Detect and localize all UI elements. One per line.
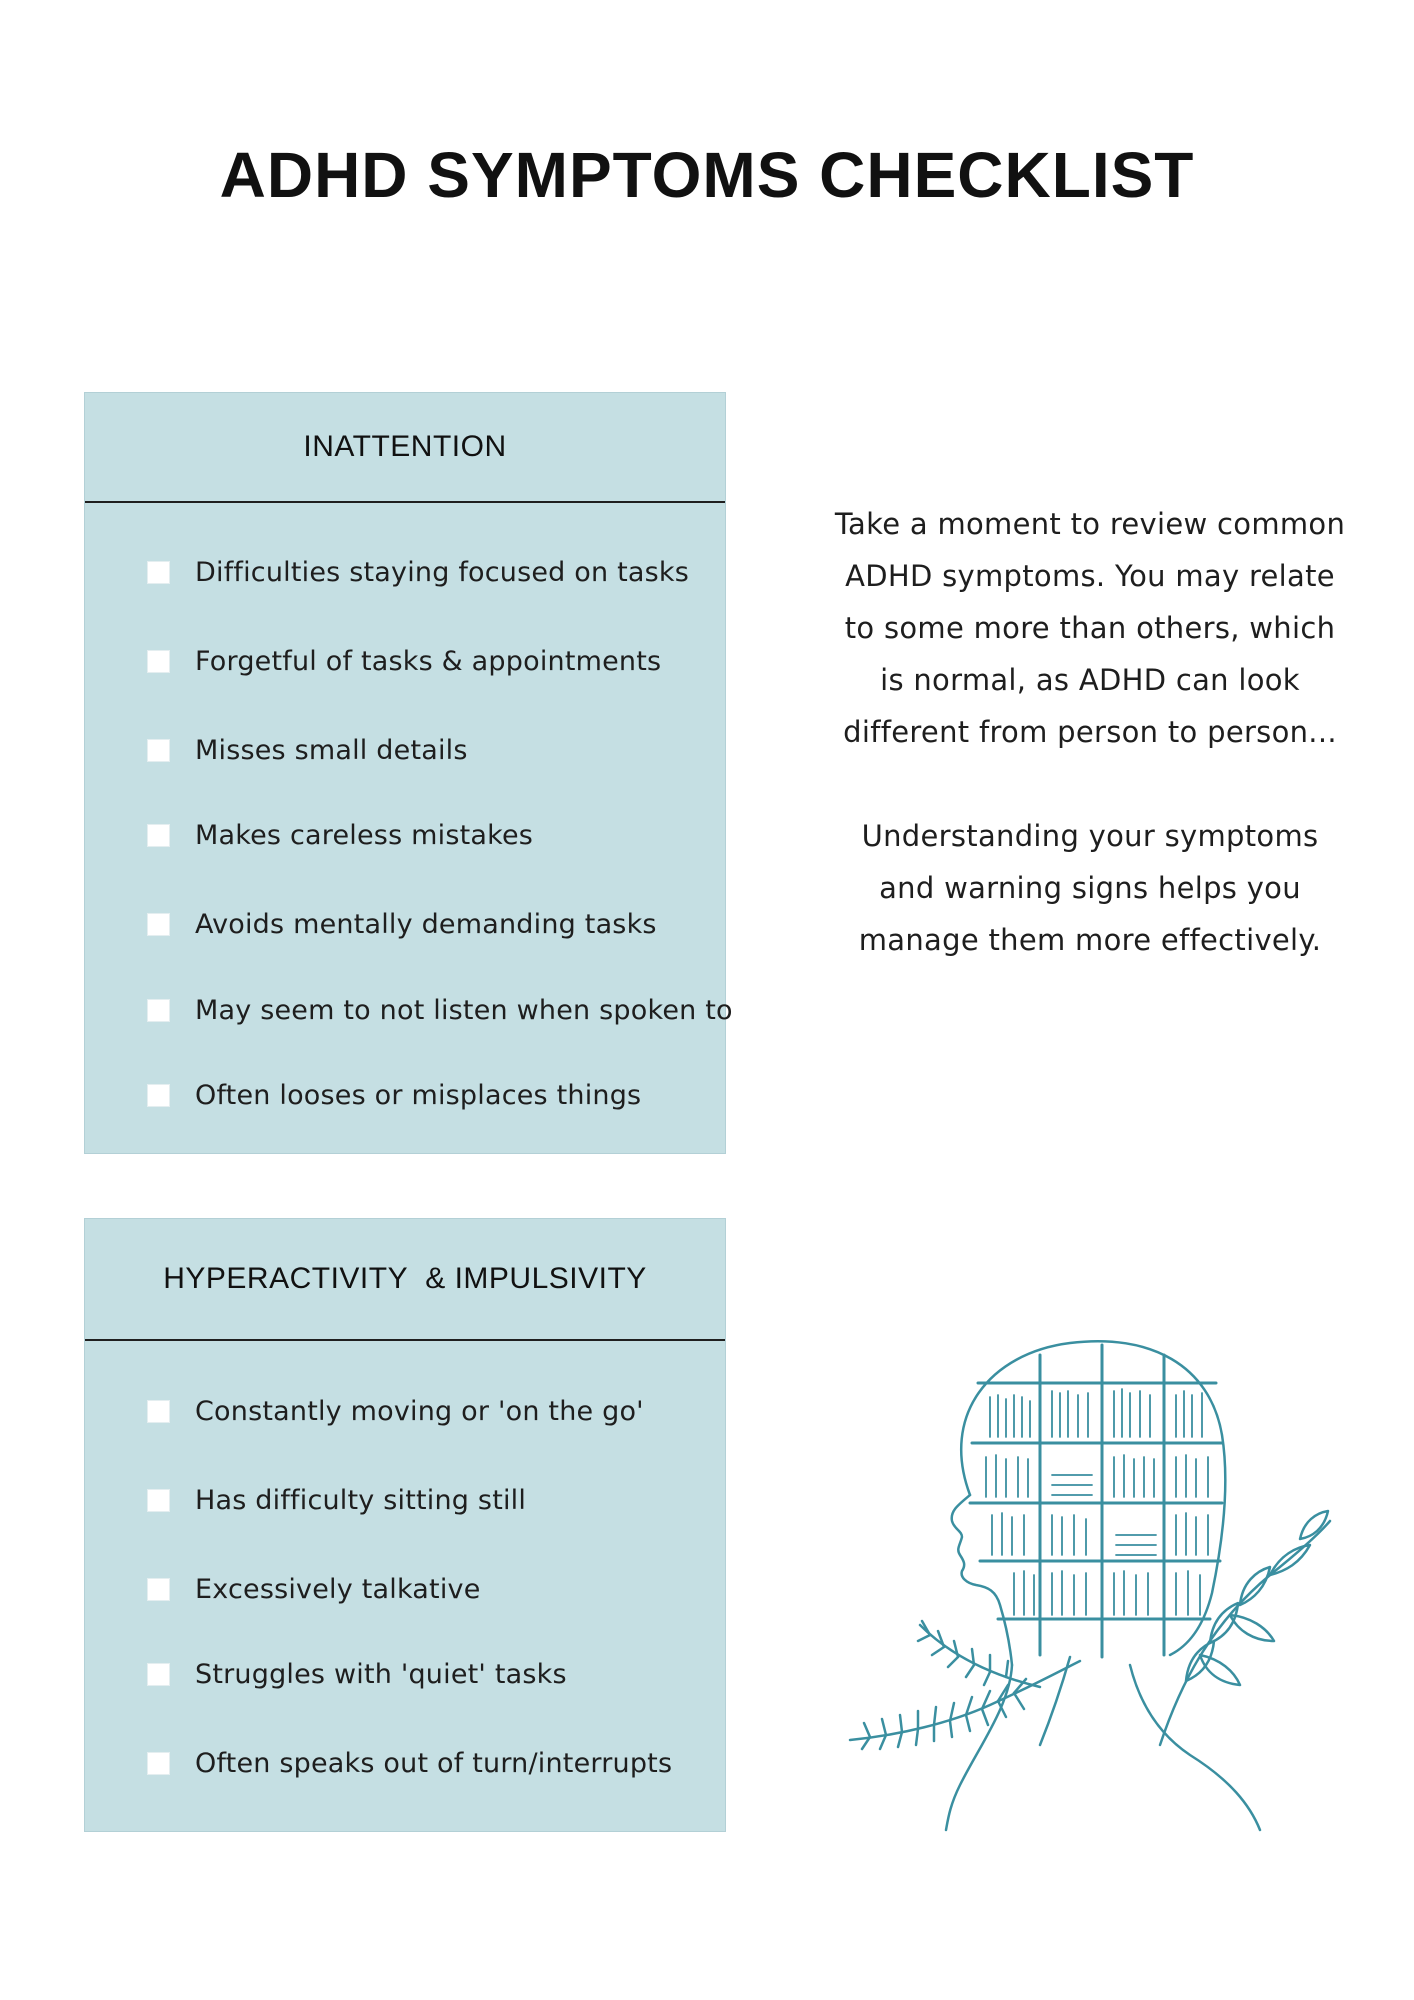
checklist-item-label: Struggles with 'quiet' tasks: [195, 1658, 567, 1690]
checkbox[interactable]: [147, 739, 170, 762]
checklist-item-label: Excessively talkative: [195, 1573, 481, 1605]
checklist-item: [147, 1654, 567, 1694]
checklist-item-label: May seem to not listen when spoken to: [195, 994, 733, 1026]
checklist-item-label: Has difficulty sitting still: [195, 1484, 527, 1516]
checklist-item-label: Often looses or misplaces things: [195, 1079, 642, 1111]
intro-paragraph-1: Take a moment to review common ADHD symptoms. You may relate to some more than others, which is normal, as ADHD can look different from person to person...: [834, 507, 1346, 749]
checklist-item-label: Avoids mentally demanding tasks: [195, 908, 657, 940]
inattention-heading: [85, 393, 725, 503]
checklist-item: [147, 641, 661, 681]
checkbox[interactable]: [147, 1400, 170, 1423]
checklist-item: [147, 1569, 481, 1609]
checklist-item: [147, 730, 468, 770]
checklist-item-label: Misses small details: [195, 734, 468, 766]
checklist-item: [147, 904, 657, 944]
checklist-item-label: Constantly moving or 'on the go': [195, 1395, 644, 1427]
hyperactivity-heading: [85, 1219, 725, 1341]
checklist-item: [147, 815, 533, 855]
checkbox[interactable]: [147, 561, 170, 584]
checklist-item: [147, 990, 733, 1030]
checklist-item: [147, 1075, 641, 1115]
inattention-panel: [84, 392, 733, 1154]
checkbox[interactable]: [147, 1663, 170, 1686]
checklist-item: [147, 1391, 644, 1431]
checkbox[interactable]: [147, 1489, 170, 1512]
hyperactivity-panel: [84, 1218, 726, 1832]
checkbox[interactable]: [147, 824, 170, 847]
checklist-item-label: Forgetful of tasks & appointments: [195, 645, 662, 677]
head-bookshelf-with-leaves-icon: [830, 1325, 1350, 1835]
checkbox[interactable]: [147, 1084, 170, 1107]
hyperactivity-heading-label: HYPERACTIVITY & IMPULSIVITY: [163, 1262, 647, 1295]
checkbox[interactable]: [147, 913, 170, 936]
inattention-heading-label: INATTENTION: [303, 430, 507, 463]
checklist-item: [147, 552, 689, 592]
checklist-item: [147, 1480, 526, 1520]
checkbox[interactable]: [147, 999, 170, 1022]
checklist-item: [147, 1743, 672, 1783]
page-title: ADHD SYMPTOMS CHECKLIST: [219, 139, 1195, 211]
checklist-item-label: Often speaks out of turn/interrupts: [195, 1747, 673, 1779]
checklist-item-label: Difficulties staying focused on tasks: [195, 556, 690, 588]
checkbox[interactable]: [147, 1752, 170, 1775]
checkbox[interactable]: [147, 650, 170, 673]
intro-text: [830, 498, 1350, 966]
intro-paragraph-2: Understanding your symptoms and warning signs helps you manage them more effectively.: [858, 819, 1322, 957]
checkbox[interactable]: [147, 1578, 170, 1601]
checklist-item-label: Makes careless mistakes: [195, 819, 534, 851]
